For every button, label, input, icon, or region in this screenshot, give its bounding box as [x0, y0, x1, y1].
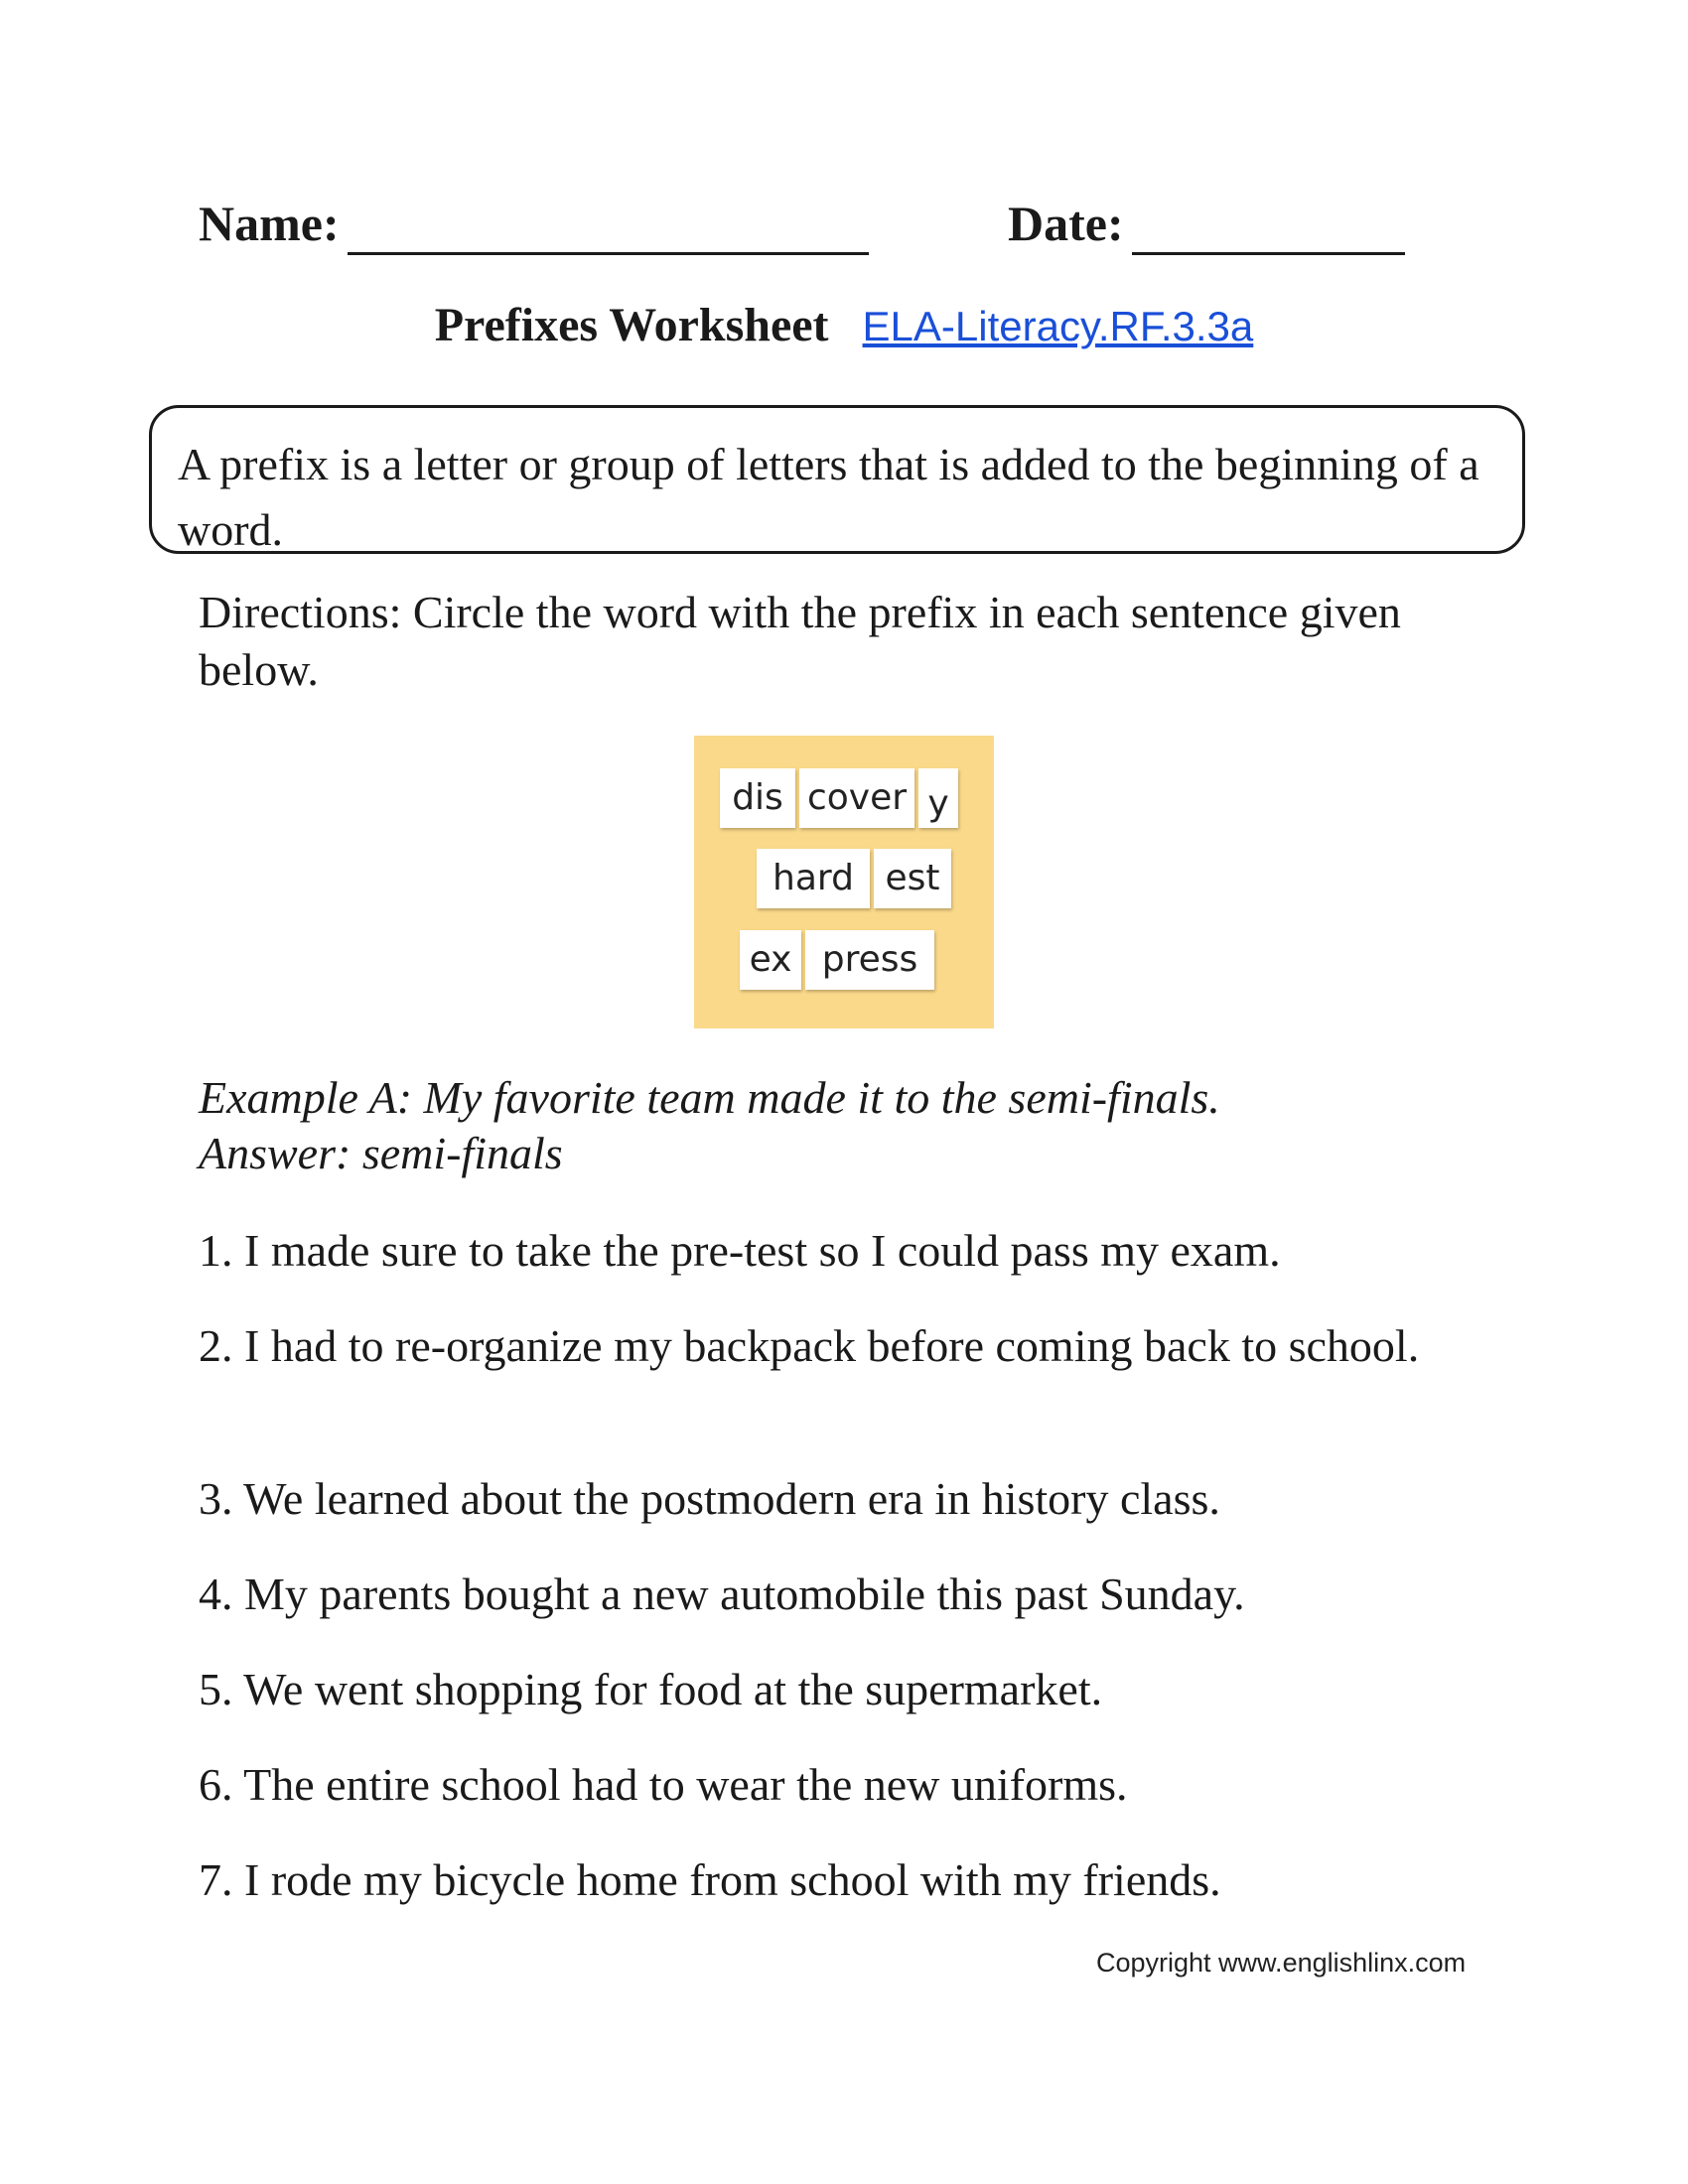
- sentence-item: 7. I rode my bicycle home from school with my friends.: [199, 1854, 1221, 1905]
- word-tile: hard: [757, 849, 870, 908]
- word-tile: cover: [799, 768, 914, 828]
- word-tile: est: [874, 849, 951, 908]
- directions-text: Directions: Circle the word with the prefix in each sentence given below.: [199, 587, 1401, 695]
- worksheet-title: Prefixes Worksheet: [434, 299, 829, 351]
- date-blank-line: [1132, 252, 1405, 255]
- sentence-item: 2. I had to re-organize my backpack before coming back to school.: [199, 1320, 1420, 1371]
- name-label: Name:: [199, 196, 340, 251]
- definition-box: [149, 405, 1525, 554]
- name-blank-line: [348, 252, 869, 255]
- sentence-item: 6. The entire school had to wear the new uniforms.: [199, 1759, 1128, 1810]
- sentence-item: 5. We went shopping for food at the supermarket.: [199, 1664, 1103, 1714]
- prefix-word-tiles-image: [694, 736, 994, 1028]
- name-date-header: [199, 195, 1489, 264]
- word-tile: y: [918, 768, 958, 828]
- example-answer: Answer: semi-finals: [199, 1128, 563, 1178]
- standard-link[interactable]: ELA-Literacy.RF.3.3a: [862, 303, 1254, 349]
- sentence-item: 3. We learned about the postmodern era in history class.: [199, 1473, 1220, 1524]
- word-tile: dis: [720, 768, 795, 828]
- word-tile: press: [805, 930, 934, 990]
- example-question: Example A: My favorite team made it to the semi-finals.: [199, 1072, 1220, 1123]
- sentence-item: 1. I made sure to take the pre-test so I could pass my exam.: [199, 1225, 1281, 1276]
- copyright-notice: Copyright www.englishlinx.com: [1096, 1948, 1467, 1978]
- date-label: Date:: [1008, 196, 1124, 251]
- sentence-item: 4. My parents bought a new automobile this past Sunday.: [199, 1569, 1245, 1619]
- example-block: [199, 1070, 1489, 1181]
- worksheet-title-row: [0, 298, 1688, 352]
- word-tile: ex: [740, 930, 801, 990]
- definition-text: A prefix is a letter or group of letters that is added to the beginning of a word.: [178, 439, 1479, 555]
